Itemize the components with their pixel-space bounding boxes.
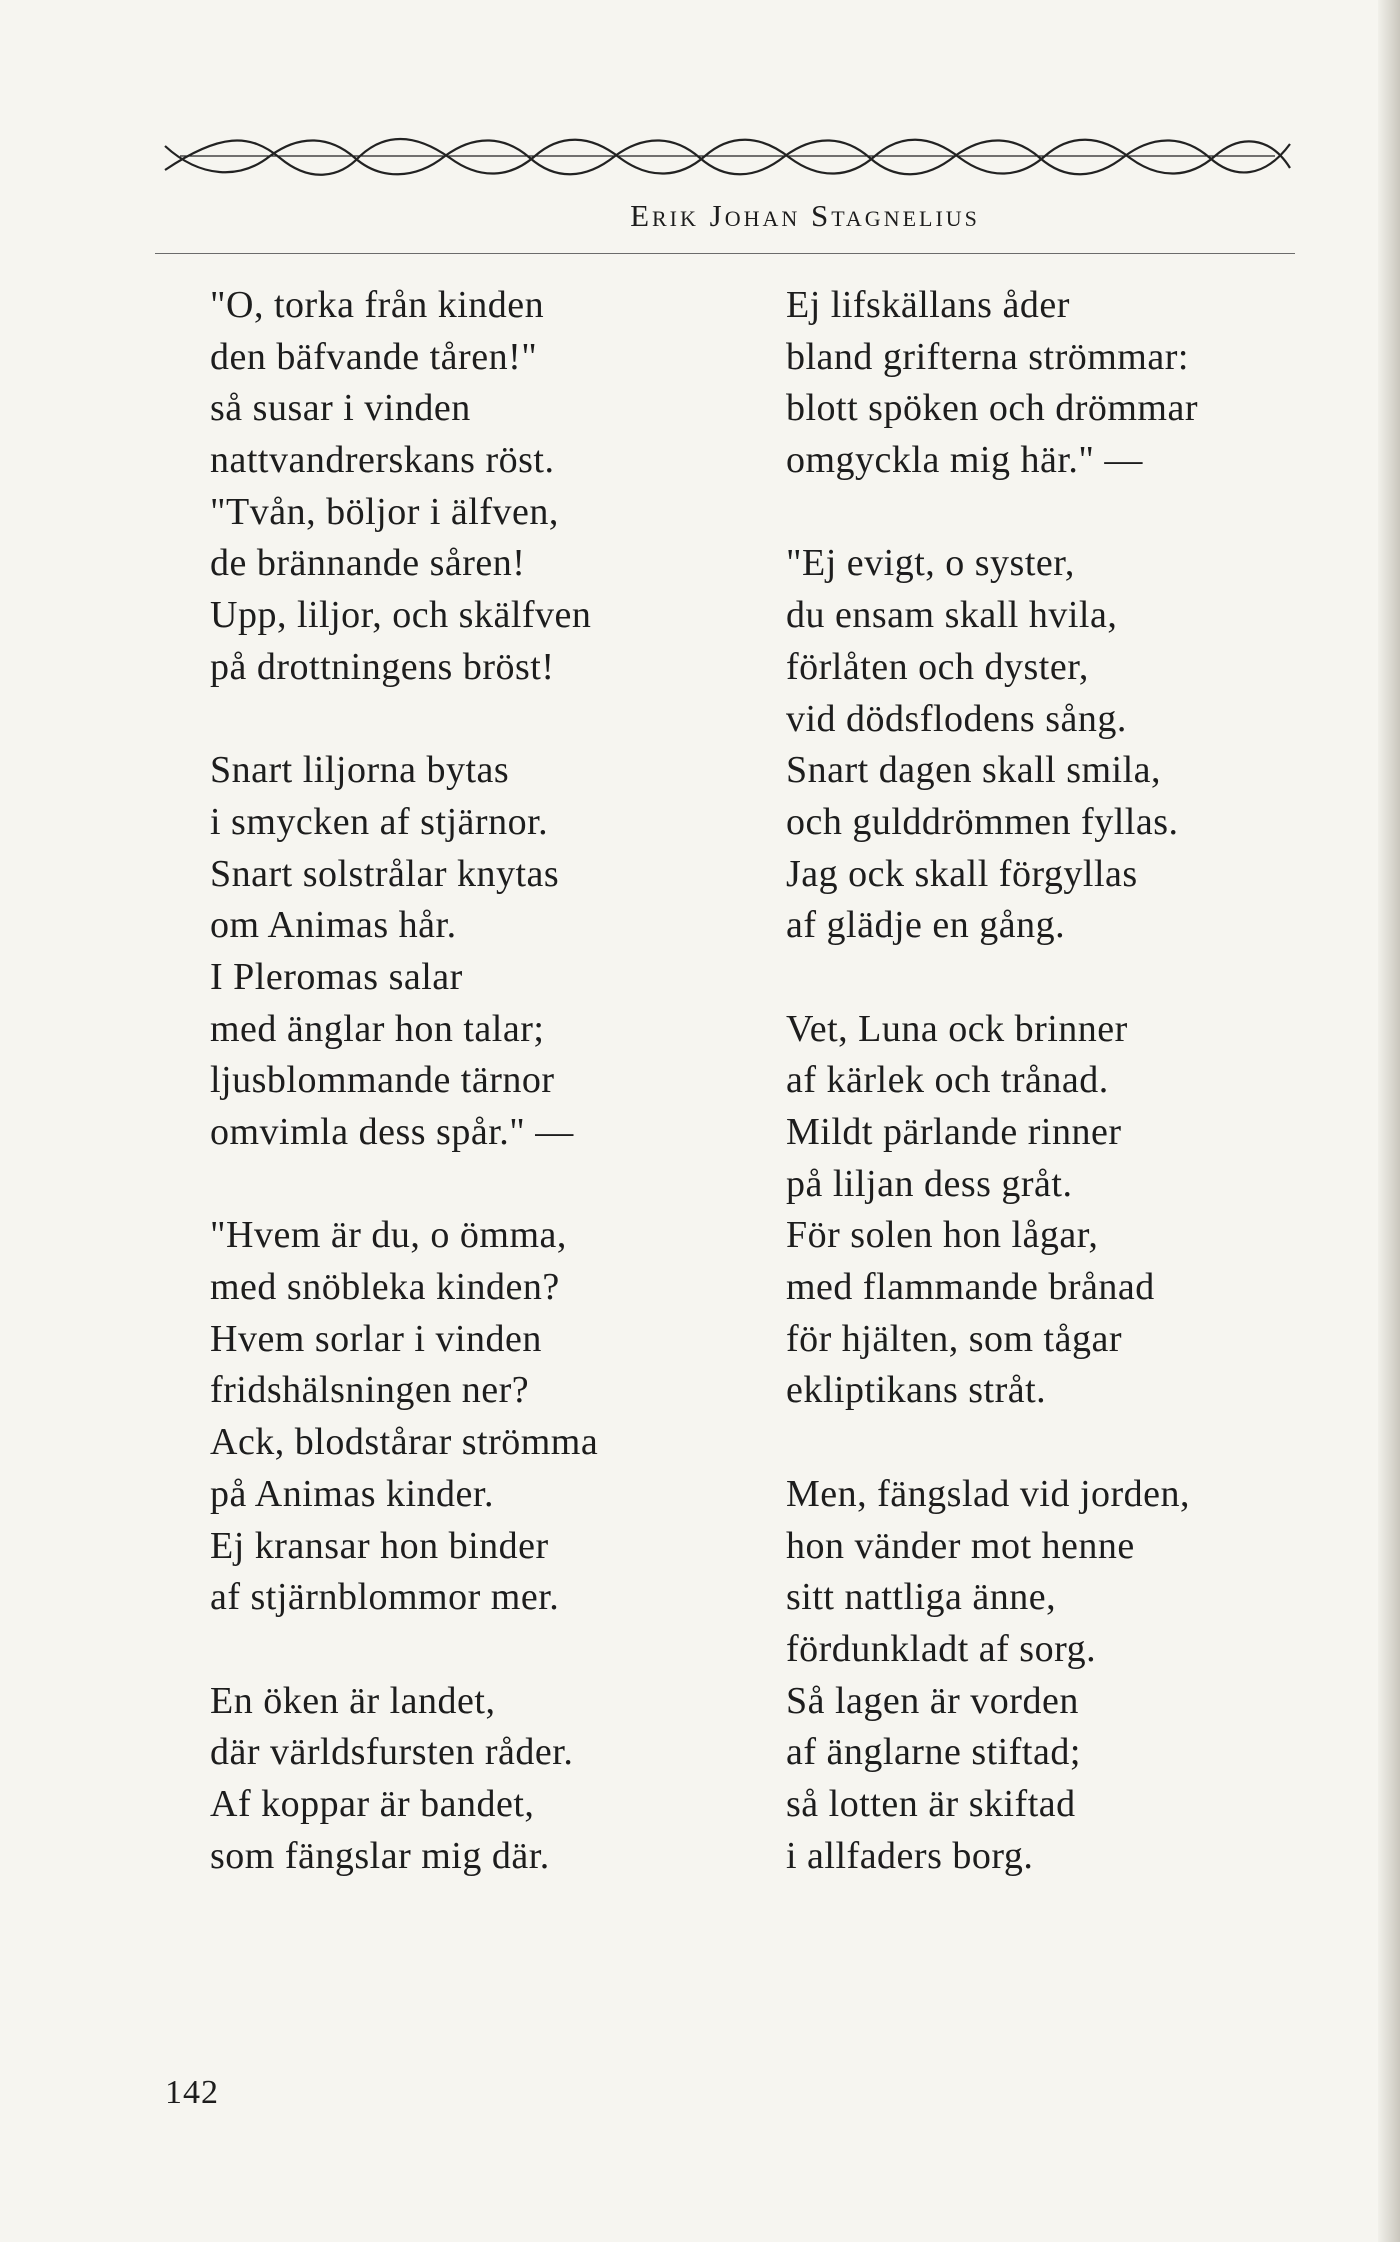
verse-line: på liljan dess gråt. (786, 1162, 1073, 1205)
verse-line: så lotten är skiftad (786, 1782, 1076, 1825)
verse-line: "O, torka från kinden (210, 284, 545, 326)
verse-line: Så lagen är vorden (786, 1679, 1079, 1722)
running-head: Erik Johan Stagnelius (630, 198, 980, 233)
right-column (786, 280, 1198, 1882)
verse-line: "Hvem är du, o ömma, (210, 1214, 567, 1257)
verse-line: omgyckla mig här." — (786, 439, 1143, 482)
header-rule (155, 253, 1295, 254)
verse-line: den bäfvande tåren!" (210, 335, 538, 378)
verse-line: om Animas hår. (210, 904, 457, 947)
verse-line: fridshälsningen ner? (210, 1369, 530, 1412)
verse-line: Snart liljorna bytas (210, 749, 510, 792)
verse-line: Mildt pärlande rinner (786, 1111, 1122, 1153)
verse-line: för hjälten, som tågar (786, 1317, 1123, 1360)
verse-line: vid dödsflodens sång. (786, 697, 1127, 740)
verse-line: där världsfursten råder. (210, 1731, 574, 1774)
stanza (786, 538, 1198, 952)
verse-line: "Tvån, böljor i älfven, (210, 490, 559, 533)
verse-line: blott spöken och drömmar (786, 387, 1198, 430)
verse-line: på drottningens bröst! (210, 645, 555, 688)
verse-line: Af koppar är bandet, (210, 1782, 535, 1825)
verse-line: ekliptikans stråt. (786, 1369, 1047, 1412)
verse-line: ljusblommande tärnor (210, 1059, 555, 1102)
stanza (210, 1676, 598, 1883)
verse-line: med flammande brånad (786, 1266, 1155, 1309)
verse-line: så susar i vinden (210, 387, 471, 430)
verse-line: du ensam skall hvila, (786, 594, 1118, 637)
verse-line: af kärlek och trånad. (786, 1059, 1109, 1102)
verse-line: nattvandrerskans röst. (210, 439, 555, 482)
stanza (210, 280, 598, 694)
verse-line: förlåten och dyster, (786, 645, 1089, 688)
left-column (210, 280, 598, 1882)
verse-line: Men, fängslad vid jorden, (786, 1472, 1191, 1515)
page-edge (1378, 0, 1400, 2242)
stanza (210, 1210, 598, 1624)
verse-line: sitt nattliga änne, (786, 1576, 1057, 1619)
verse-line: Ej lifskällans åder (786, 284, 1070, 326)
verse-line: och gulddrömmen fyllas. (786, 800, 1179, 843)
verse-line: i allfaders borg. (786, 1834, 1034, 1877)
verse-line: med snöbleka kinden? (210, 1266, 560, 1309)
verse-line: Ack, blodstårar strömma (210, 1421, 599, 1464)
verse-line: Ej kransar hon binder (210, 1524, 549, 1567)
verse-line: För solen hon lågar, (786, 1214, 1099, 1257)
verse-line: Vet, Luna ock brinner (786, 1007, 1128, 1050)
page-number: 142 (165, 2074, 219, 2111)
decorative-ornament-band (160, 128, 1295, 184)
verse-line: med änglar hon talar; (210, 1007, 545, 1050)
verse-line: Jag ock skall förgyllas (786, 852, 1138, 895)
verse-line: af glädje en gång. (786, 904, 1066, 947)
verse-line: på Animas kinder. (210, 1472, 494, 1515)
verse-line: fördunkladt af sorg. (786, 1627, 1097, 1670)
stanza (210, 745, 598, 1159)
verse-line: Hvem sorlar i vinden (210, 1317, 542, 1360)
stanza (786, 1004, 1198, 1418)
verse-line: af stjärnblommor mer. (210, 1576, 560, 1619)
verse-line: som fängslar mig där. (210, 1834, 550, 1877)
verse-line: "Ej evigt, o syster, (786, 542, 1075, 585)
verse-line: En öken är landet, (210, 1679, 496, 1722)
verse-line: Snart solstrålar knytas (210, 852, 560, 895)
verse-line: omvimla dess spår." — (210, 1111, 574, 1153)
verse-line: Upp, liljor, och skälfven (210, 594, 592, 637)
verse-line: Snart dagen skall smila, (786, 749, 1162, 792)
verse-line: bland grifterna strömmar: (786, 335, 1189, 378)
verse-line: de brännande såren! (210, 542, 526, 585)
verse-line: i smycken af stjärnor. (210, 800, 549, 843)
stanza (786, 280, 1198, 487)
verse-line: I Pleromas salar (210, 955, 463, 998)
verse-line: hon vänder mot henne (786, 1524, 1135, 1567)
stanza (786, 1469, 1198, 1883)
verse-line: af änglarne stiftad; (786, 1731, 1081, 1774)
